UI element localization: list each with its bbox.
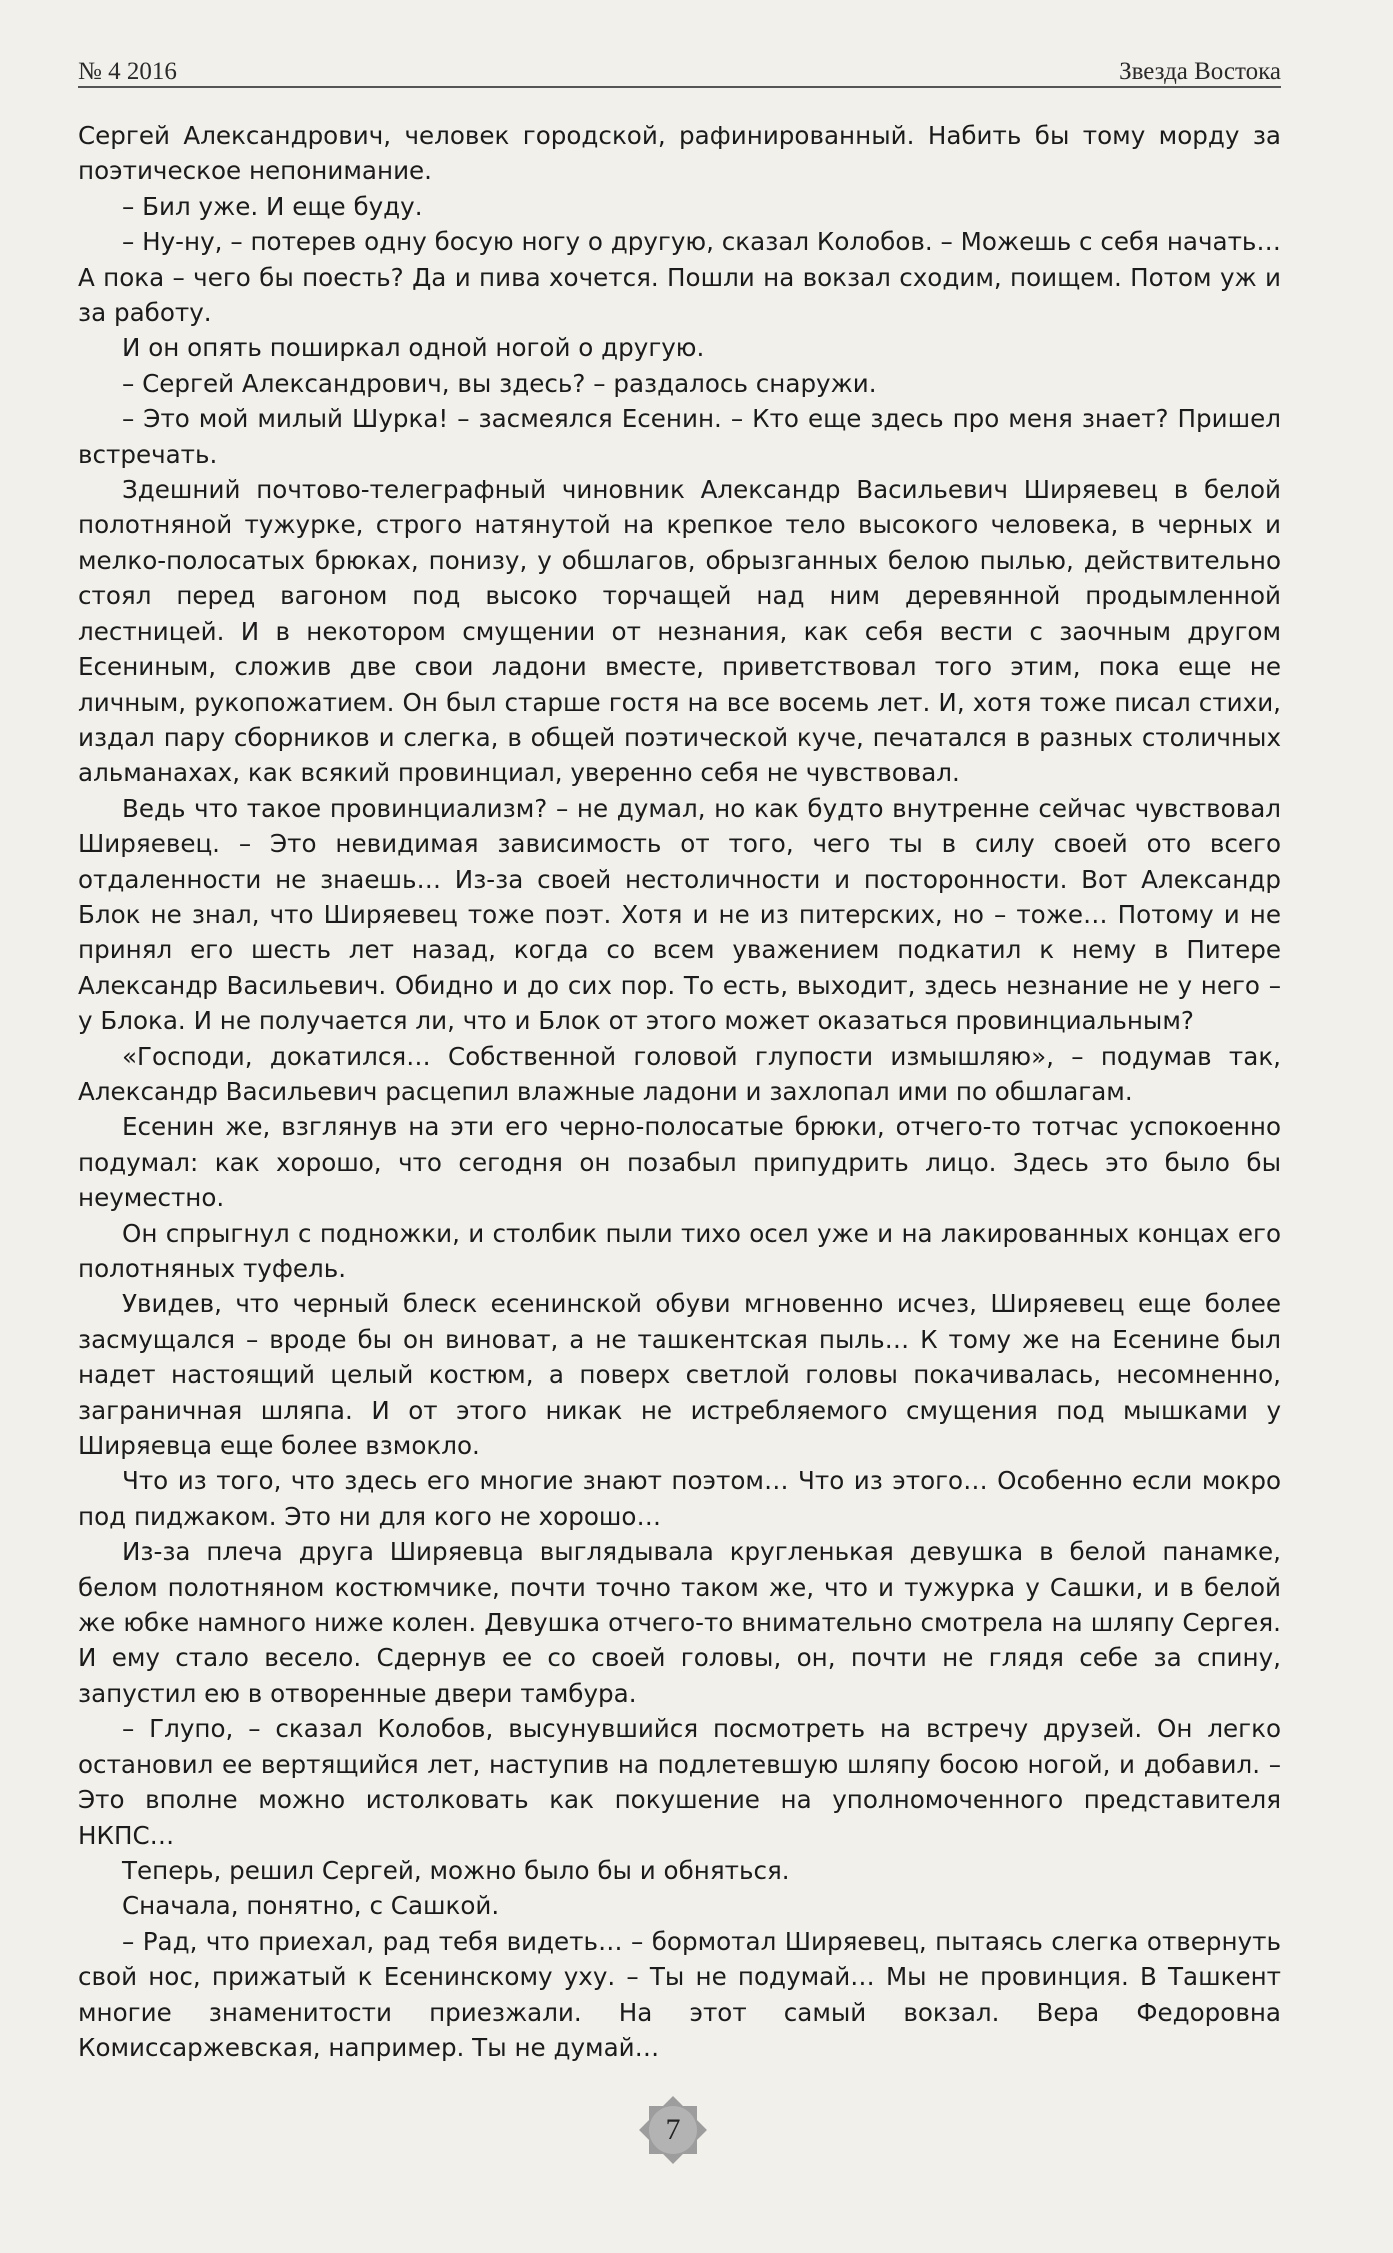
paragraph: Есенин же, взглянув на эти его черно-полосатые брюки, отчего-то тотчас успокоенно подумал: как хорошо, что сегодня он позабыл припудрить лицо. Здесь это было бы неуместно. [78, 1112, 1281, 1213]
paragraph: Он спрыгнул с подножки, и столбик пыли тихо осел уже и на лакированных концах его полотняных туфель. [78, 1218, 1281, 1283]
running-header [78, 48, 1281, 86]
paragraph: – Глупо, – сказал Колобов, высунувшийся посмотреть на встречу друзей. Он легко остановил ее вертящийся лет, наступив на подлетевшую шляпу босою ногой, и добавил. – Это вполне можно истолковать как покушение на уполномоченного представителя НКПС… [78, 1714, 1281, 1850]
paragraph: Здешний почтово-телеграфный чиновник Александр Васильевич Ширяевец в белой полотняной тужурке, строго натянутой на крепкое тело высокого человека, в черных и мелко-полосатых брюках, понизу, у обшлагов, обрызганных белою пылью, действительно стоял перед вагоном под высоко торчащей над ним деревянной продымленной лестницей. И в некотором смущении от незнания, как себя вести с заочным другом Есениным, сложив две свои ладони вместе, приветствовал того этим, пока еще не личным, рукопожатием. Он был старше гостя на все восемь лет. И, хотя тоже писал стихи, издал пару сборников и слегка, в общей поэтической куче, печатался в разных столичных альманахах, как всякий провинциал, уверенно себя не чувствовал. [78, 475, 1281, 788]
body-text [78, 118, 1281, 2065]
paragraph: – Ну-ну, – потерев одну босую ногу о другую, сказал Колобов. – Можешь с себя начать… А пока – чего бы поесть? Да и пива хочется. Пошли на вокзал сходим, поищем. Потом уж и за работу. [78, 227, 1281, 328]
paragraph: «Господи, докатился… Собственной головой глупости измышляю», – подумав так, Александр Васильевич расцепил влажные ладони и захлопал ими по обшлагам. [78, 1041, 1281, 1106]
paragraph: Что из того, что здесь его многие знают поэтом… Что из этого… Особенно если мокро под пиджаком. Это ни для кого не хорошо… [78, 1466, 1281, 1531]
page-number: 7 [665, 2113, 681, 2146]
header-rule [78, 86, 1281, 88]
paragraph: – Бил уже. И еще буду. [122, 191, 423, 221]
paragraph: Теперь, решил Сергей, можно было бы и обняться. [122, 1855, 790, 1885]
paragraph: Сергей Александрович, человек городской, рафинированный. Набить бы тому морду за поэтическое непонимание. [78, 121, 1281, 186]
paragraph: Увидев, что черный блеск есенинской обуви мгновенно исчез, Ширяевец еще более засмущался – вроде бы он виноват, а не ташкентская пыль… К тому же на Есенине был надет настоящий целый костюм, а поверх светлой головы покачивалась, несомненно, заграничная шляпа. И от этого никак не истребляемого смущения под мышками у Ширяевца еще более взмокло. [78, 1289, 1281, 1461]
page-number-badge [636, 2093, 710, 2167]
paragraph: – Рад, что приехал, рад тебя видеть… – бормотал Ширяевец, пытаясь слегка отвернуть свой нос, прижатый к Есенинскому уху. – Ты не подумай… Мы не провинция. В Ташкент многие знаменитости приезжали. На этот самый вокзал. Вера Федоровна Комиссаржевская, например. Ты не думай… [78, 1926, 1281, 2062]
paragraph: – Сергей Александрович, вы здесь? – раздалось снаружи. [122, 368, 877, 398]
paragraph: Ведь что такое провинциализм? – не думал, но как будто внутренне сейчас чувствовал Ширяевец. – Это невидимая зависимость от того, чего ты в силу своей ото всего отдаленности не знаешь… Из-за своей нестоличности и посторонности. Вот Александр Блок не знал, что Ширяевец тоже поэт. Хотя и не из питерских, но – тоже… Потому и не принял его шесть лет назад, когда со всем уважением подкатил к нему в Питере Александр Васильевич. Обидно и до сих пор. То есть, выходит, здесь незнание не у него – у Блока. И не получается ли, что и Блок от этого может оказаться провинциальным? [78, 793, 1281, 1036]
paragraph: Сначала, понятно, с Сашкой. [122, 1891, 500, 1921]
issue-number: № 4 2016 [78, 58, 177, 85]
paragraph: – Это мой милый Шурка! – засмеялся Есенин. – Кто еще здесь про меня знает? Пришел встречать. [78, 404, 1281, 469]
journal-title: Звезда Востока [1119, 58, 1281, 85]
paragraph: Из-за плеча друга Ширяевца выглядывала кругленькая девушка в белой панамке, белом полотняном костюмчике, почти точно таком же, что и тужурка у Сашки, и в белой же юбке намного ниже колен. Девушка отчего-то внимательно смотрела на шляпу Сергея. И ему стало весело. Сдернув ее со своей головы, он, почти не глядя себе за спину, запустил ею в отворенные двери тамбура. [78, 1537, 1281, 1708]
paragraph: И он опять поширкал одной ногой о другую. [122, 333, 705, 363]
